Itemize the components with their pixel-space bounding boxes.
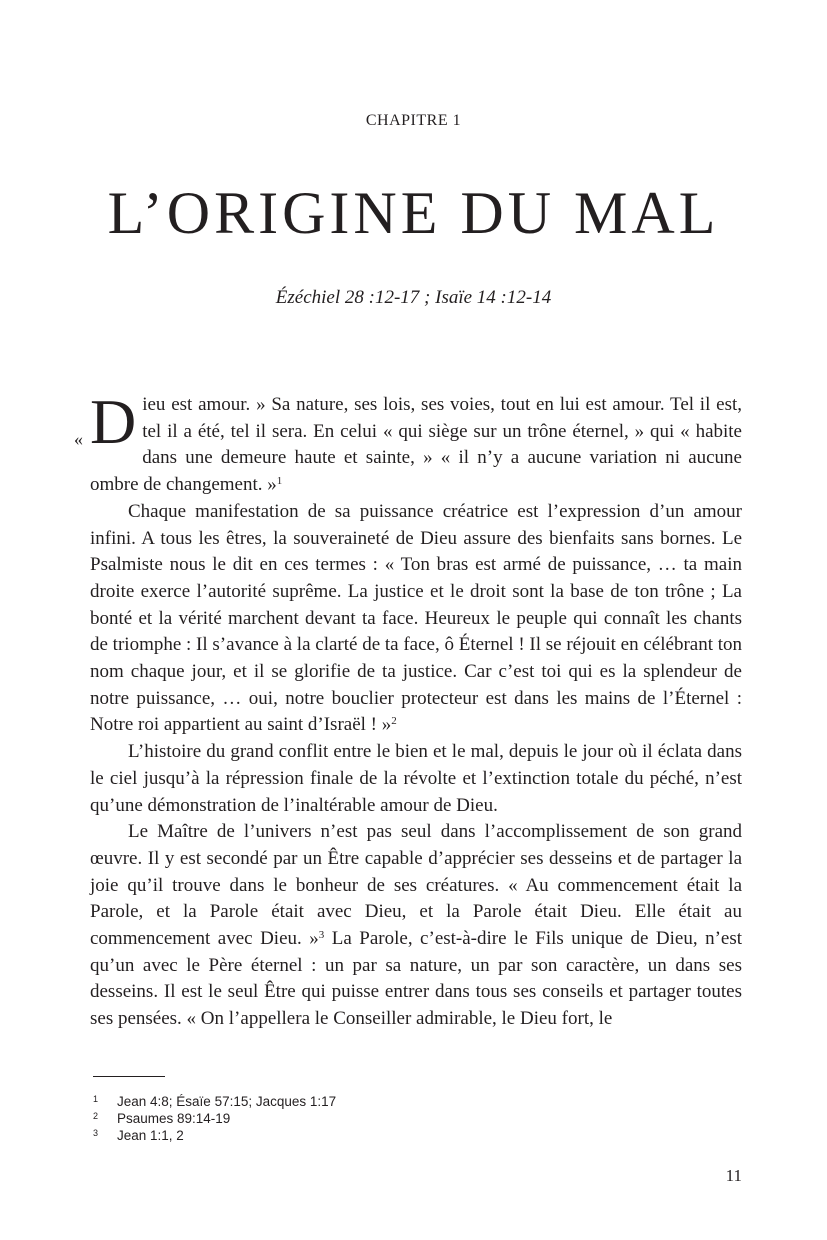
footnote-rule xyxy=(93,1076,165,1077)
footnote-item xyxy=(93,1110,693,1127)
opening-quote-mark: « xyxy=(74,429,83,449)
footnote-text: Jean 4:8; Ésaïe 57:15; Jacques 1:17 xyxy=(117,1094,337,1109)
footnote-text: Jean 1:1, 2 xyxy=(117,1128,184,1143)
drop-cap: D xyxy=(90,386,137,457)
scripture-reference: Ézéchiel 28 :12-17 ; Isaïe 14 :12-14 xyxy=(275,287,552,308)
footnote-ref-1: 1 xyxy=(276,475,283,488)
footnote-text: Psaumes 89:14-19 xyxy=(117,1111,231,1126)
paragraph-2 xyxy=(90,499,742,739)
footnote-item xyxy=(93,1093,693,1110)
footnote-ref-2: 2 xyxy=(391,715,397,728)
body-text xyxy=(74,386,743,1033)
footnote-ref-3: 3 xyxy=(318,929,325,942)
paragraph-4 xyxy=(90,819,742,1033)
paragraph-2-text: Chaque manifestation de sa puissance créatrice est l’expression d’un amour infini. A tous les êtres, la souveraineté de Dieu assure des bienfaits sans bornes. Le Psalmiste nous le dit en ces termes : « Ton bras est armé de puissance, … ta main droite exerce l’autorité suprême. La justice et le droit sont la base de ton trône ; La bonté et la vérité marchent devant ta face. Heureux le peuple qui connaît les chants de triomphe : Il s’avance à la clarté de ta face, ô Éternel ! Il se réjouit en célébrant ton nom chaque jour, et il se glorifie de ta justice. Car c’est toi qui es la splendeur de notre puissance, … oui, notre bouclier protecteur est dans les mains de l’Éternel : Notre roi appartient au saint d’Israël ! » xyxy=(90,500,743,736)
chapter-title: L’ORIGINE DU MAL xyxy=(107,180,720,246)
paragraph-4-text-b: La Parole, c’est-à-dire le Fils unique de Dieu, n’est qu’un avec le Père éternel : un par sa nature, un par son caractère, un dans ses desseins. Il est le seul Être qui puisse entrer dans tous ses conseils et partager toutes ses pensées. « On l’appellera le Conseiller admirable, le Dieu fort, le xyxy=(90,928,743,1030)
paragraph-3 xyxy=(90,739,742,819)
footnotes xyxy=(93,1093,693,1144)
paragraph-4-text-a: Le Maître de l’univers n’est pas seul dans l’accomplissement de son grand œuvre. Il y est secondé par un Être capable d’apprécier ses desseins et de partager la joie qu’il trouve dans le bonheur de ses créatures. « Au commencement était la Parole, et la Parole était avec Dieu, et la Parole était Dieu. Elle était au commencement avec Dieu. » xyxy=(90,821,742,950)
footnote-item xyxy=(93,1127,693,1144)
paragraph-1 xyxy=(90,386,742,499)
footnote-number: 2 xyxy=(93,1111,99,1121)
footnote-number: 3 xyxy=(93,1128,99,1138)
page-number: 11 xyxy=(725,1166,742,1185)
paragraph-1-text: ieu est amour. » Sa nature, ses lois, ses voies, tout en lui est amour. Tel il est, tel il a été, tel il sera. En celui « qui siège sur un trône éternel, » qui « habite dans une demeure haute et sainte, » « il n’y a aucune variation ni aucune ombre de changement. » xyxy=(90,394,742,496)
footnote-number: 1 xyxy=(93,1094,99,1104)
paragraph-3-text: L’histoire du grand conflit entre le bien et le mal, depuis le jour où il éclata dans le ciel jusqu’à la répression finale de la révolte et l’extinction totale du péché, n’est qu’une démonstration de l’inaltérable amour de Dieu. xyxy=(90,741,742,816)
chapter-label: CHAPITRE 1 xyxy=(365,112,462,129)
